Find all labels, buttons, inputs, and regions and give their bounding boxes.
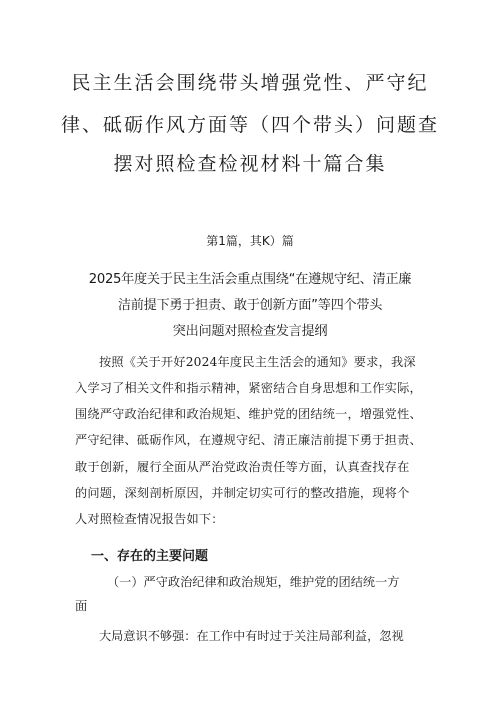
subsection-heading-line-2: 面 — [75, 599, 88, 613]
section-heading: 一、存在的主要问题 — [91, 549, 209, 564]
document-title-line-3: 摆对照检查检视材料十篇合集 — [113, 153, 387, 175]
subsection-heading-line-1: （一）严守政治纪律和政治规矩，维护党的团结统一方 — [107, 575, 400, 589]
article-heading-line-1: 2025年度关于民主生活会重点围绕“在遵规守纪、清正廉 — [88, 272, 412, 287]
body-paragraph-line: 敢于创新，履行全面从严治党政治责任等方面，认真查找存在 — [75, 460, 410, 474]
body-paragraph-line: 入学习了相关文件和指示精神，紧密结合自身思想和工作实际， — [75, 381, 422, 395]
body-paragraph-line: 按照《关于开好2024年度民主生活会的通知》要求，我深 — [99, 355, 416, 369]
body-paragraph-line: 围绕严守政治纪律和政治规矩、维护党的团结统一，增强党性、 — [75, 407, 422, 421]
body-paragraph-line: 人对照检查情况报告如下： — [75, 512, 224, 526]
body-paragraph-line: 大局意识不够强：在工作中有时过于关注局部利益，忽视 — [99, 629, 404, 643]
article-heading-line-2: 洁前提下勇于担责、敢于创新方面”等四个带头 — [117, 298, 383, 313]
body-paragraph-line: 的问题，深刻剖析原因，并制定切实可行的整改措施，现将个 — [75, 486, 410, 500]
document-title-line-2: 律、砥砺作风方面等（四个带头）问题查 — [60, 114, 439, 136]
document-title-line-1: 民主生活会围绕带头增强党性、严守纪 — [71, 72, 429, 94]
article-heading-line-3: 突出问题对照检查发言提纲 — [172, 324, 328, 339]
document-subtitle: 第1篇，其K）篇 — [206, 234, 294, 248]
body-paragraph-line: 严守纪律、砥砺作风，在遵规守纪、清正廉洁前提下勇于担责、 — [75, 433, 422, 447]
